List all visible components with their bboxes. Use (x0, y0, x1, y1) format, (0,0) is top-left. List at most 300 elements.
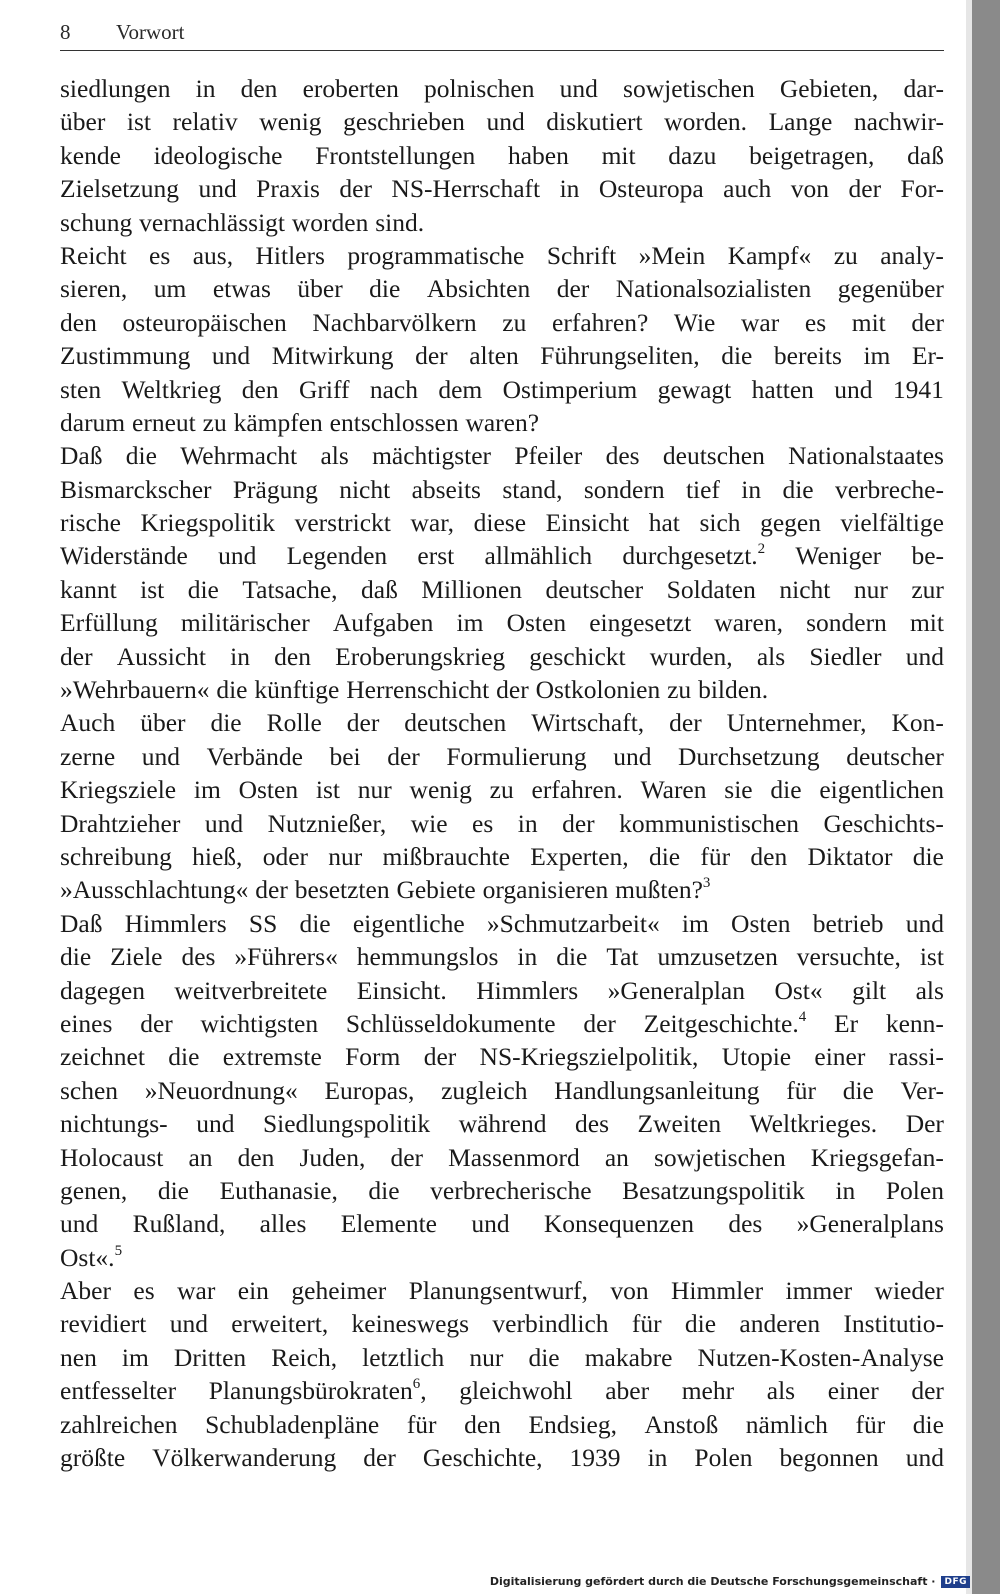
word: sieren, (60, 274, 128, 304)
word: zahlreichen (60, 1409, 178, 1439)
text-line (60, 1374, 944, 1407)
word: Himmlers (124, 908, 227, 938)
word: Experten, (530, 841, 629, 871)
word: Weltkrieges. (749, 1109, 878, 1139)
word: als (766, 1376, 796, 1406)
word: alten (469, 341, 519, 371)
word: wenig (259, 107, 322, 137)
word: deutscher (545, 574, 644, 604)
word: den (464, 1409, 501, 1439)
word: Legenden (286, 541, 388, 571)
text-line (60, 406, 944, 439)
word: »Generalplan (607, 975, 746, 1005)
word: und (559, 74, 598, 103)
word: zu (833, 240, 858, 270)
word: Nutzen-Kosten-Analyse (697, 1342, 944, 1372)
text-line (60, 974, 944, 1007)
word: Griff (298, 374, 350, 404)
word: und (486, 107, 525, 137)
word: Kriegsziele (60, 775, 177, 805)
word: Widerstände (60, 541, 188, 571)
word: mit (909, 608, 944, 638)
word: als (915, 975, 944, 1005)
word: Kon- (891, 708, 944, 738)
text-line (60, 773, 944, 806)
word: mehr (681, 1376, 735, 1406)
word: über (140, 708, 186, 738)
word: Ost«.$^5$ (60, 1242, 123, 1272)
word: Schubladenpläne (205, 1409, 380, 1439)
word: für (631, 1309, 662, 1339)
word: nicht (339, 474, 391, 504)
word: über (60, 107, 106, 137)
word: sowjetischen (654, 1142, 786, 1172)
word: eroberten (302, 74, 399, 103)
word: wichtigsten (200, 1008, 319, 1038)
word: Durchsetzung (678, 741, 820, 771)
word: von (610, 1276, 649, 1306)
word: ist (315, 775, 340, 805)
word: NS-Herrschaft (391, 174, 541, 204)
word: als (756, 641, 786, 671)
word: Wie (673, 307, 716, 337)
word: »Mein (638, 240, 706, 270)
word: in (835, 1175, 856, 1205)
word: Absichten (426, 274, 531, 304)
dfg-logo: DFG (941, 1576, 970, 1588)
word: gegen (760, 508, 821, 538)
word: ist (126, 107, 151, 137)
word: in (741, 474, 762, 504)
text-line (60, 1141, 944, 1174)
word: For- (900, 174, 944, 204)
word: Aufgaben (332, 608, 434, 638)
word: durchgesetzt.$^2$ (622, 541, 766, 571)
word: die (60, 942, 92, 972)
word: schreibung (60, 841, 172, 871)
word: die (528, 1342, 560, 1372)
word: Dritten (173, 1342, 247, 1372)
word: daß (361, 574, 398, 604)
footnote-marker: 6 (412, 1375, 421, 1392)
word: tief (685, 474, 720, 504)
word: für (700, 841, 731, 871)
word: Eroberungskrieg (335, 641, 506, 671)
word: Ostimperium (502, 374, 638, 404)
word: im (121, 1342, 149, 1372)
word: makabre (584, 1342, 673, 1372)
word: nämlich (745, 1409, 828, 1439)
text-line (60, 1241, 944, 1274)
word: Wirtschaft, (531, 708, 645, 738)
word: gegenüber (837, 274, 944, 304)
word: eingesetzt (589, 608, 692, 638)
word: erneut (132, 407, 196, 437)
word: die (125, 441, 157, 471)
word: Völkerwanderung (152, 1443, 337, 1473)
word: Himmlers (476, 975, 579, 1005)
word: verbindlich (492, 1309, 609, 1339)
word: Der (905, 1109, 944, 1139)
word: Praxis (256, 174, 320, 204)
word: geschrieben (343, 107, 465, 137)
word: Kriegspolitik (140, 508, 276, 538)
word: Nationalstaates (788, 441, 944, 471)
word: rische (60, 508, 121, 538)
word: ideologische (153, 140, 283, 170)
word: zugleich (441, 1075, 528, 1105)
word: nach (369, 374, 418, 404)
word: und (141, 741, 181, 771)
word: gewagt (657, 374, 732, 404)
word: »Neuordnung« (144, 1075, 298, 1105)
word: Unternehmer, (726, 708, 867, 738)
page-number: 8 (60, 20, 71, 44)
word: sie (724, 775, 753, 805)
word: hemmungslos (356, 942, 499, 972)
word: stand, (502, 474, 563, 504)
word: haben (507, 140, 569, 170)
word: sowjetischen (623, 74, 755, 103)
text-line (60, 306, 944, 339)
word: der (363, 1443, 396, 1473)
word: deutschen (404, 708, 507, 738)
word: der (911, 1376, 944, 1406)
word: im (456, 608, 484, 638)
word: verstrickt (294, 508, 391, 538)
word: nur (853, 574, 888, 604)
word: immer (785, 1276, 853, 1306)
word: Utopie (721, 1042, 792, 1072)
word: Reicht (60, 240, 127, 270)
word: in (647, 1443, 668, 1473)
word: anderen (739, 1309, 821, 1339)
word: Zustimmung (60, 341, 191, 371)
word: kommunistischen (619, 808, 800, 838)
word: und (60, 1209, 99, 1239)
word: Elemente (340, 1209, 438, 1239)
word: Schlüsseldokumente (345, 1008, 556, 1038)
word: Zweiten (637, 1109, 722, 1139)
word: der (390, 1142, 423, 1172)
word: des (575, 1109, 610, 1139)
word: und (905, 1443, 944, 1473)
credit-text: Digitalisierung gefördert durch die Deutsche Forschungsgemeinschaft · (489, 1575, 936, 1588)
word: es (149, 240, 171, 270)
word: wieder (874, 1276, 944, 1306)
word: während (458, 1109, 547, 1139)
word: mit (601, 140, 636, 170)
word: in (230, 641, 250, 671)
word: des (181, 942, 216, 972)
word: mächtigster (372, 441, 492, 471)
word: entschlossen (329, 407, 459, 437)
word: zu (667, 675, 692, 705)
word: aber (605, 1376, 650, 1406)
word: der (255, 875, 288, 905)
word: Aussicht (116, 641, 206, 671)
word: in (517, 942, 538, 972)
word: entfesselter (60, 1376, 177, 1406)
word: die (721, 341, 753, 371)
word: Siedlungspolitik (262, 1109, 431, 1139)
word: an (604, 1142, 629, 1172)
word: zu (202, 407, 227, 437)
word: einer (814, 1042, 866, 1072)
word: erfahren? (552, 307, 649, 337)
word: Zielsetzung (60, 174, 179, 204)
word: der (140, 1008, 173, 1038)
word: wenig (409, 775, 472, 805)
text-line (60, 640, 944, 673)
word: Anstoß (644, 1409, 719, 1439)
word: schung (60, 207, 133, 237)
word: der (496, 675, 529, 705)
word: Waren (640, 775, 707, 805)
word: hatten (751, 374, 814, 404)
word: ist (919, 942, 944, 972)
text-line (60, 439, 944, 472)
word: Gebiete (396, 875, 476, 905)
word: Hitlers (255, 240, 325, 270)
word: schen (60, 1075, 119, 1105)
word: Polen (885, 1175, 944, 1205)
word: Nachbarvölkern (312, 307, 477, 337)
word: Drahtzieher (60, 808, 181, 838)
word: verbreche- (834, 474, 944, 504)
word: hieß, (192, 841, 243, 871)
word: nur (469, 1342, 504, 1372)
word: sind. (375, 207, 425, 237)
word: den (240, 74, 278, 103)
word: dagegen (60, 975, 145, 1005)
word: militärischer (180, 608, 310, 638)
word: Frontstellungen (315, 140, 476, 170)
text-line (60, 573, 944, 606)
word: Tat (606, 942, 639, 972)
word: mit (851, 307, 886, 337)
word: daß (907, 140, 944, 170)
text-line (60, 539, 944, 572)
word: siedlungen (60, 74, 171, 103)
word: etwas (212, 274, 271, 304)
word: an (188, 1142, 213, 1172)
word: nachwir- (853, 107, 944, 137)
footnote-marker: 3 (702, 875, 711, 892)
text-line (60, 740, 944, 773)
text-line (60, 840, 944, 873)
word: Aber (60, 1276, 111, 1306)
word: der (346, 708, 380, 738)
word: um (153, 274, 187, 304)
word: die (842, 1075, 874, 1105)
word: relativ (172, 107, 238, 137)
text-line (60, 1274, 944, 1307)
word: genen, (60, 1175, 128, 1205)
word: des (728, 1209, 763, 1239)
word: den (274, 641, 311, 671)
word: ist (140, 574, 165, 604)
page-edge (972, 0, 1000, 1594)
word: Daß (60, 441, 103, 471)
word: für (855, 1409, 886, 1439)
word: Erfüllung (60, 608, 158, 638)
word: diskutiert (546, 107, 643, 137)
word: »Führers« (234, 942, 338, 972)
word: Zeitgeschichte.$^4$ (643, 1008, 807, 1038)
word: Nationalsozialisten (615, 274, 812, 304)
word: im (863, 341, 891, 371)
word: diese (473, 508, 527, 538)
word: zu (489, 775, 514, 805)
text-line (60, 873, 944, 906)
word: größte (60, 1443, 126, 1473)
text-line (60, 1408, 944, 1441)
word: die (368, 1175, 400, 1205)
word: gilt (852, 975, 887, 1005)
word: von (790, 174, 830, 204)
word: es (133, 1276, 155, 1306)
word: darum (60, 407, 126, 437)
word: wurden, (649, 641, 733, 671)
word: die (210, 708, 242, 738)
footnote-marker: 4 (798, 1008, 807, 1025)
word: nen (60, 1342, 97, 1372)
word: begonnen (779, 1443, 879, 1473)
body-text (60, 72, 944, 1474)
word: nicht (779, 574, 831, 604)
word: Führungseliten, (540, 341, 700, 371)
text-line (60, 373, 944, 406)
word: 1939 (569, 1443, 621, 1473)
word: Pfeiler (514, 441, 583, 471)
word: es (472, 808, 494, 838)
word: Kampf« (727, 240, 812, 270)
word: worden (291, 207, 369, 237)
word: besetzten (294, 875, 390, 905)
word: die (648, 841, 681, 871)
word: worden. (664, 107, 748, 137)
word: Siedler (809, 641, 882, 671)
word: organisieren (482, 875, 609, 905)
word: erst (417, 541, 455, 571)
word: der (339, 174, 372, 204)
text-line (60, 172, 944, 205)
word: Herrenschicht (346, 675, 490, 705)
word: eigentliche (352, 908, 465, 938)
word: hat (648, 508, 680, 538)
word: den (750, 841, 788, 871)
word: und (211, 341, 251, 371)
word: der (423, 1042, 457, 1072)
word: in (559, 174, 580, 204)
word: »Schmutzarbeit« (486, 908, 660, 938)
word: Himmler (671, 1276, 764, 1306)
word: Auch (60, 708, 116, 738)
word: Diktator (807, 841, 893, 871)
word: und (905, 908, 944, 938)
word: der (415, 341, 448, 371)
word: Gebieten, (779, 74, 879, 103)
word: Weniger (795, 541, 882, 571)
word: einer (827, 1376, 879, 1406)
word: letztlich (362, 1342, 445, 1372)
word: zeichnet (60, 1042, 145, 1072)
word: Einsicht (545, 508, 630, 538)
text-line (60, 506, 944, 539)
word: auch (723, 174, 772, 204)
word: rassi- (888, 1042, 944, 1072)
word: eigentlichen (819, 775, 944, 805)
word: deutscher (846, 741, 944, 771)
text-line (60, 272, 944, 305)
word: Prägung (232, 474, 318, 504)
word: aus, (192, 240, 234, 270)
word: und (196, 1109, 235, 1139)
word: dar- (903, 74, 944, 103)
word: Osten (506, 608, 567, 638)
word: Endsieg, (528, 1409, 617, 1439)
word: Tatsache, (242, 574, 338, 604)
word: der (848, 174, 882, 204)
word: die (770, 775, 802, 805)
word: nichtungs- (60, 1109, 168, 1139)
word: der (583, 1008, 616, 1038)
word: die (168, 1042, 200, 1072)
word: »Wehrbauern« (60, 675, 210, 705)
word: Planungsbürokraten$^6$, (208, 1375, 427, 1406)
word: und (198, 174, 237, 204)
word: die (912, 841, 944, 871)
word: der (669, 708, 702, 738)
text-line (60, 339, 944, 372)
word: Handlungsanleitung (554, 1075, 760, 1105)
word: geheimer (291, 1276, 387, 1306)
text-line (60, 1074, 944, 1107)
word: und (169, 1309, 208, 1339)
word: Juden, (299, 1142, 366, 1172)
text-line (60, 1040, 944, 1073)
word: und (218, 541, 257, 571)
text-line (60, 473, 944, 506)
word: die (782, 474, 814, 504)
word: osteuropäischen (122, 307, 287, 337)
word: be- (911, 541, 944, 571)
word: sondern (806, 608, 887, 638)
word: sondern (583, 474, 665, 504)
word: analy- (880, 240, 944, 270)
text-line (60, 1307, 944, 1340)
word: sten (60, 374, 102, 404)
word: geschickt (529, 641, 626, 671)
word: Rußland, (132, 1209, 226, 1239)
text-line (60, 206, 944, 239)
word: Osten (238, 775, 299, 805)
text-line (60, 1207, 944, 1240)
word: zu (502, 307, 527, 337)
word: abseits (411, 474, 481, 504)
word: erfahren. (531, 775, 623, 805)
word: Institutio- (843, 1309, 944, 1339)
word: Form (345, 1042, 401, 1072)
word: kannt (60, 574, 117, 604)
text-line (60, 72, 944, 105)
word: war (741, 307, 780, 337)
word: war, (410, 508, 455, 538)
word: polnischen (424, 74, 535, 103)
word: der (562, 808, 595, 838)
word: Formulierung (446, 741, 587, 771)
